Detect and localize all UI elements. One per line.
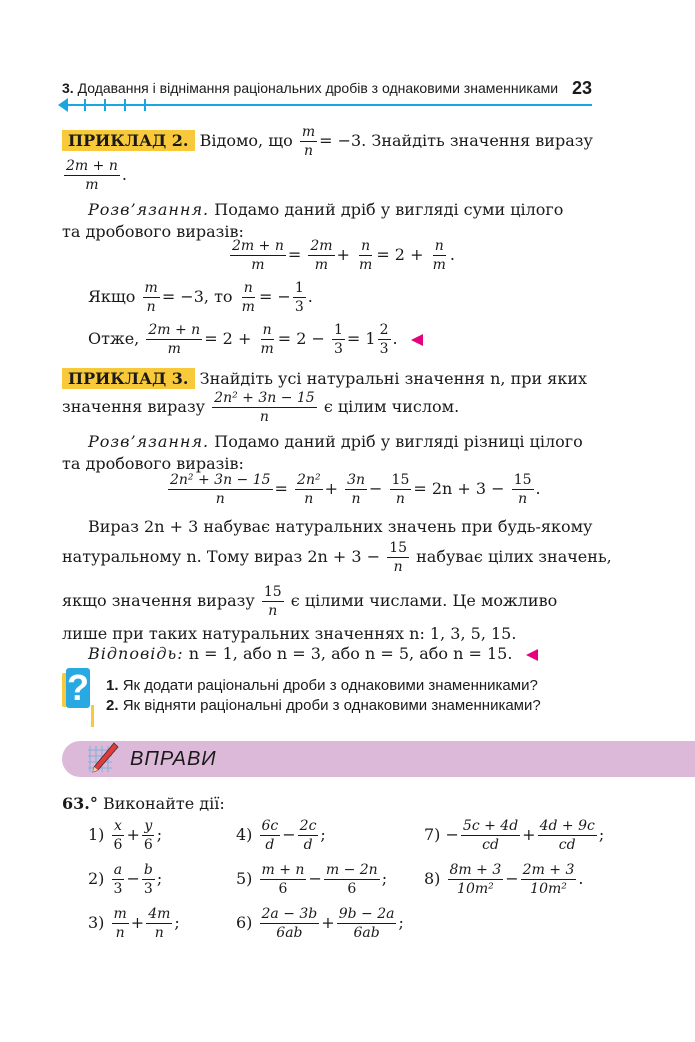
example2-badge: ПРИКЛАД 2. bbox=[62, 130, 195, 151]
fraction bbox=[521, 862, 577, 897]
fraction-numerator: m bbox=[301, 124, 316, 140]
fraction bbox=[143, 280, 160, 315]
end-marker-icon bbox=[526, 649, 538, 661]
exercise-item bbox=[88, 862, 162, 897]
fraction bbox=[431, 238, 448, 273]
fraction bbox=[146, 322, 202, 357]
question-item bbox=[106, 677, 538, 694]
text: = −3, bbox=[161, 287, 209, 306]
text: = 2 − bbox=[277, 329, 325, 348]
exercise-item bbox=[88, 906, 180, 941]
solution-label: Розв’язання. bbox=[88, 200, 210, 219]
text: 7) bbox=[424, 825, 441, 844]
text: 5) bbox=[236, 869, 253, 888]
fraction-numerator: y bbox=[144, 818, 153, 834]
fraction bbox=[260, 862, 307, 897]
text: . bbox=[392, 329, 398, 348]
exercise-item bbox=[236, 862, 387, 897]
fraction-denominator: m bbox=[251, 257, 265, 273]
text: = − bbox=[258, 287, 291, 306]
fraction-denominator: m bbox=[314, 257, 329, 273]
fraction-denominator: m bbox=[260, 341, 274, 357]
text: = bbox=[274, 479, 288, 498]
text: + bbox=[324, 479, 338, 498]
text: Подамо даний дріб у вигляді різниці цілого bbox=[214, 432, 583, 451]
pencil-grid-icon bbox=[86, 740, 122, 776]
example2-solution bbox=[88, 200, 563, 219]
fraction-denominator: n bbox=[268, 603, 278, 619]
fraction-numerator: 2m + n bbox=[66, 158, 118, 174]
fraction bbox=[142, 818, 155, 853]
fraction-denominator: 3 bbox=[334, 341, 343, 357]
text: Якщо bbox=[88, 287, 136, 306]
fraction-denominator: 6 bbox=[143, 837, 153, 853]
exercise-item bbox=[236, 906, 404, 941]
example2-equation1 bbox=[228, 238, 455, 273]
text: + bbox=[321, 913, 335, 932]
text: Отже, bbox=[88, 329, 140, 348]
fraction-numerator: 2a − 3b bbox=[261, 906, 318, 922]
text: − bbox=[282, 825, 296, 844]
fraction-numerator: 4m bbox=[148, 906, 171, 922]
text: ; bbox=[381, 869, 388, 888]
fraction-denominator: d bbox=[303, 837, 313, 853]
fraction bbox=[378, 322, 391, 357]
fraction-numerator: 15 bbox=[513, 472, 532, 488]
fraction bbox=[260, 906, 320, 941]
fraction bbox=[390, 472, 412, 507]
fraction-denominator: 10m² bbox=[457, 881, 494, 897]
text: Знайдіть значення виразу bbox=[371, 131, 593, 150]
fraction-numerator: 4d + 9c bbox=[539, 818, 595, 834]
fraction bbox=[146, 906, 172, 941]
text: є цілими числами. Це можливо bbox=[290, 591, 558, 610]
fraction bbox=[168, 472, 273, 507]
fraction bbox=[387, 540, 409, 575]
exercise-item bbox=[424, 818, 604, 853]
text: − bbox=[126, 869, 140, 888]
fraction-numerator: 5c + 4d bbox=[462, 818, 519, 834]
text: = 2n + 3 − bbox=[413, 479, 505, 498]
text: Відповідь: bbox=[88, 644, 184, 663]
page-number: 23 bbox=[572, 78, 593, 98]
fraction-denominator: n bbox=[115, 925, 125, 941]
exercises-title: ВПРАВИ bbox=[130, 748, 217, 770]
text: = −3. bbox=[319, 131, 367, 150]
fraction-numerator: 15 bbox=[389, 540, 408, 556]
example3-answer bbox=[88, 644, 538, 663]
fraction-denominator: n bbox=[395, 491, 405, 507]
fraction-numerator: n bbox=[262, 322, 272, 338]
fraction-numerator: m bbox=[144, 280, 158, 296]
section-title: Додавання і віднімання раціональних дробів з однаковими знаменниками bbox=[77, 80, 559, 96]
text: 1. bbox=[106, 677, 119, 694]
text: 4) bbox=[236, 825, 253, 844]
solution-text: та дробового виразів: bbox=[62, 454, 244, 473]
fraction-denominator: cd bbox=[558, 837, 576, 853]
fraction-numerator: 2n² + 3n − 15 bbox=[170, 472, 271, 488]
fraction-numerator: 2n² + 3n − 15 bbox=[214, 390, 315, 406]
text: = 1 bbox=[346, 329, 376, 348]
exercise-item bbox=[88, 818, 162, 853]
fraction-denominator: m bbox=[167, 341, 181, 357]
fraction bbox=[260, 818, 281, 853]
fraction-numerator: 2m + 3 bbox=[522, 862, 575, 878]
fraction-numerator: 2c bbox=[299, 818, 317, 834]
text: ; bbox=[320, 825, 326, 844]
fraction-numerator: 2m + n bbox=[232, 238, 284, 254]
text: набуває цілих значень, bbox=[416, 547, 612, 566]
fraction-numerator: 15 bbox=[263, 584, 282, 600]
header-rule bbox=[62, 104, 592, 106]
fraction-numerator: m bbox=[113, 906, 127, 922]
text: 63.° bbox=[62, 794, 98, 813]
text: ; bbox=[598, 825, 605, 844]
fraction-denominator: n bbox=[154, 925, 164, 941]
text: . bbox=[121, 165, 127, 184]
question-bar bbox=[91, 705, 94, 727]
example3-text2 bbox=[62, 540, 612, 575]
fraction-denominator: n bbox=[146, 299, 156, 315]
fraction-numerator: m − 2n bbox=[325, 862, 378, 878]
text: то bbox=[214, 287, 233, 306]
fraction-numerator: n bbox=[434, 238, 444, 254]
example2-expression bbox=[62, 158, 127, 193]
fraction bbox=[64, 158, 120, 193]
fraction bbox=[298, 818, 319, 853]
example3-text3 bbox=[62, 584, 557, 619]
running-header bbox=[62, 80, 558, 96]
example3-badge: ПРИКЛАД 3. bbox=[62, 368, 195, 389]
fraction-numerator: 2n² bbox=[297, 472, 321, 488]
example3-text: Вираз 2n + 3 набуває натуральних значень при будь-якому bbox=[88, 517, 593, 536]
text: 2) bbox=[88, 869, 105, 888]
fraction-numerator: 6c bbox=[261, 818, 279, 834]
text: 6) bbox=[236, 913, 253, 932]
text: . bbox=[535, 479, 541, 498]
text: натуральному n. Тому вираз 2n + 3 − bbox=[62, 547, 381, 566]
fraction bbox=[332, 322, 345, 357]
fraction-numerator: n bbox=[243, 280, 253, 296]
fraction-denominator: n bbox=[304, 491, 314, 507]
text: ; bbox=[156, 825, 163, 844]
fraction-numerator: 8m + 3 bbox=[449, 862, 502, 878]
fraction bbox=[212, 390, 317, 425]
text: + bbox=[130, 913, 145, 932]
end-marker-icon bbox=[411, 334, 423, 346]
fraction bbox=[240, 280, 257, 315]
fraction-denominator: cd bbox=[482, 837, 499, 853]
text: Подамо даний дріб у вигляді суми цілого bbox=[214, 200, 564, 219]
fraction bbox=[337, 906, 397, 941]
example3-statement2 bbox=[62, 390, 459, 425]
text: − bbox=[505, 869, 519, 888]
text: . bbox=[449, 245, 455, 264]
text: ; bbox=[156, 869, 163, 888]
fraction-denominator: n bbox=[518, 491, 528, 507]
text: Як додати раціональні дроби з однаковими знаменниками? bbox=[122, 677, 538, 694]
fraction bbox=[112, 906, 129, 941]
fraction-denominator: 3 bbox=[113, 881, 123, 897]
text: Як відняти раціональні дроби з однаковими знаменниками? bbox=[122, 697, 541, 714]
example2-statement bbox=[62, 124, 593, 159]
text: якщо значення виразу bbox=[62, 591, 255, 610]
fraction-numerator: 2m + n bbox=[148, 322, 201, 338]
fraction-denominator: 6ab bbox=[353, 925, 380, 941]
fraction-numerator: n bbox=[361, 238, 371, 254]
text: + bbox=[522, 825, 536, 844]
fraction bbox=[512, 472, 534, 507]
fraction-denominator: 3 bbox=[379, 341, 389, 357]
fraction-denominator: 3 bbox=[143, 881, 153, 897]
fraction-denominator: 6 bbox=[113, 837, 123, 853]
fraction-denominator: 10m² bbox=[530, 881, 567, 897]
fraction-denominator: n bbox=[351, 491, 361, 507]
fraction bbox=[308, 238, 334, 273]
fraction bbox=[262, 584, 284, 619]
fraction-numerator: a bbox=[113, 862, 123, 878]
fraction-denominator: m bbox=[241, 299, 255, 315]
fraction bbox=[324, 862, 380, 897]
fraction-numerator: 1 bbox=[294, 280, 304, 296]
fraction bbox=[293, 280, 306, 315]
text: ; bbox=[398, 913, 404, 932]
text: значення виразу bbox=[62, 397, 206, 416]
fraction bbox=[300, 124, 317, 159]
example3-solution bbox=[88, 432, 583, 451]
fraction-numerator: 2 bbox=[379, 322, 389, 338]
fraction-numerator: 9b − 2a bbox=[338, 906, 395, 922]
text: = 2 + bbox=[204, 329, 252, 348]
fraction-denominator: 3 bbox=[294, 299, 304, 315]
text: − bbox=[308, 869, 322, 888]
text: . bbox=[307, 287, 313, 306]
example2-if-line bbox=[88, 280, 313, 315]
ruler-tick bbox=[104, 99, 106, 111]
arrow-left-icon bbox=[58, 98, 68, 112]
example3-text: лише при таких натуральних значеннях n: 1, 3, 5, 15. bbox=[62, 624, 517, 643]
fraction-denominator: 6 bbox=[278, 881, 288, 897]
example3-statement bbox=[62, 369, 587, 388]
fraction-denominator: n bbox=[215, 491, 225, 507]
fraction-denominator: n bbox=[303, 143, 313, 159]
fraction-denominator: 6ab bbox=[276, 925, 303, 941]
question-mark-icon: ? bbox=[67, 667, 89, 708]
exercise-item bbox=[424, 862, 583, 897]
text: = bbox=[287, 245, 302, 264]
solution-label: Розв’язання. bbox=[88, 432, 210, 451]
fraction bbox=[538, 818, 597, 853]
fraction-denominator: n bbox=[393, 559, 403, 575]
example2-result bbox=[88, 322, 423, 357]
fraction-denominator: m bbox=[359, 257, 373, 273]
text: 2. bbox=[106, 697, 119, 714]
fraction-numerator: b bbox=[143, 862, 153, 878]
ruler-tick bbox=[144, 99, 146, 111]
fraction bbox=[230, 238, 286, 273]
text: 1) bbox=[88, 825, 105, 844]
text: ; bbox=[174, 913, 180, 932]
section-number: 3. bbox=[62, 80, 74, 96]
solution-text: та дробового виразів: bbox=[62, 222, 244, 241]
text: 8) bbox=[424, 869, 441, 888]
fraction-numerator: x bbox=[114, 818, 122, 834]
question-item bbox=[106, 697, 541, 714]
ruler-tick bbox=[124, 99, 126, 111]
fraction bbox=[142, 862, 155, 897]
fraction-numerator: 15 bbox=[391, 472, 410, 488]
fraction bbox=[295, 472, 323, 507]
fraction-numerator: 2m bbox=[310, 238, 333, 254]
text: Відомо, що bbox=[199, 131, 293, 150]
example3-equation bbox=[166, 472, 541, 507]
text: + bbox=[336, 245, 350, 264]
exercise-item bbox=[236, 818, 326, 853]
text: Знайдіть усі натуральні значення n, при яких bbox=[199, 369, 588, 388]
fraction-denominator: n bbox=[259, 409, 269, 425]
fraction bbox=[345, 472, 367, 507]
fraction-denominator: m bbox=[85, 177, 99, 193]
text: − bbox=[369, 479, 383, 498]
fraction bbox=[357, 238, 374, 273]
text: є цілим числом. bbox=[323, 397, 460, 416]
fraction-denominator: m bbox=[432, 257, 446, 273]
fraction-numerator: 1 bbox=[334, 322, 343, 338]
fraction bbox=[112, 862, 125, 897]
fraction bbox=[448, 862, 504, 897]
fraction-denominator: d bbox=[265, 837, 275, 853]
fraction bbox=[461, 818, 520, 853]
ruler-tick bbox=[84, 99, 86, 111]
fraction bbox=[258, 322, 275, 357]
text: 3) bbox=[88, 913, 105, 932]
text: . bbox=[578, 869, 584, 888]
text: Виконайте дії: bbox=[102, 794, 225, 813]
fraction bbox=[112, 818, 125, 853]
text: = 2 + bbox=[376, 245, 424, 264]
exercise-63-header bbox=[62, 794, 225, 813]
fraction-numerator: 3n bbox=[347, 472, 366, 488]
text: − bbox=[445, 825, 459, 844]
text: + bbox=[126, 825, 140, 844]
fraction-numerator: m + n bbox=[261, 862, 305, 878]
fraction-denominator: 6 bbox=[347, 881, 357, 897]
text: n = 1, або n = 3, або n = 5, або n = 15. bbox=[188, 644, 513, 663]
